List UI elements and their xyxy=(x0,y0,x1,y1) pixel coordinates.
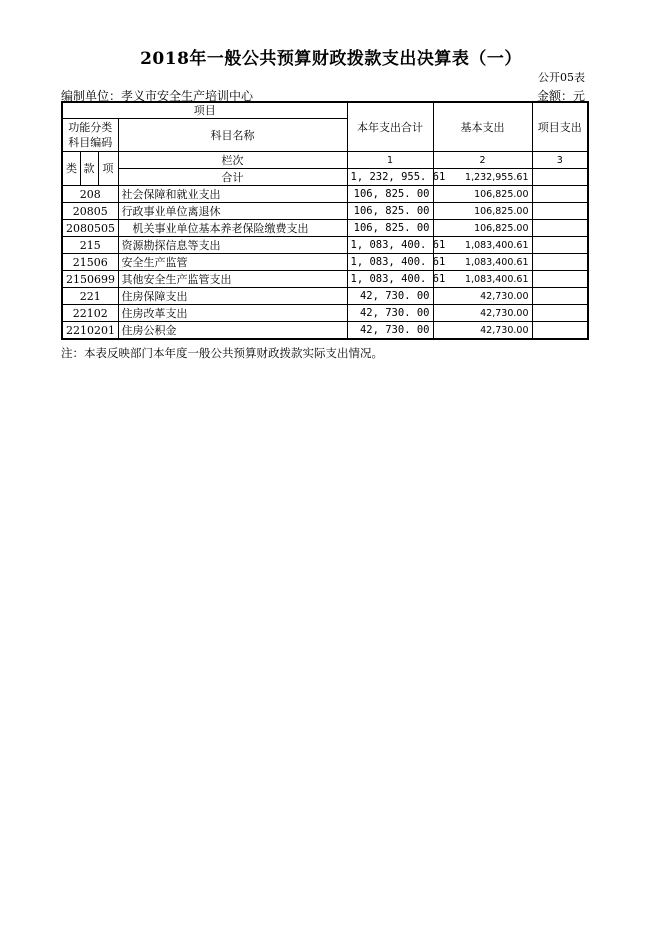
project-header: 项目 xyxy=(62,102,347,119)
column-number-label: 栏次 xyxy=(118,152,347,169)
report-title: 2018年一般公共预算财政拨款支出决算表（一） xyxy=(140,49,522,69)
row-project xyxy=(532,220,588,237)
table-row xyxy=(62,288,588,305)
total-label: 合计 xyxy=(118,169,347,186)
row-project xyxy=(532,254,588,271)
row-basic: 106,825.00 xyxy=(433,186,532,203)
row-basic: 1,083,400.61 xyxy=(433,237,532,254)
row-total: 1, 083, 400. 61 xyxy=(347,237,433,254)
row-project xyxy=(532,288,588,305)
subject-code: 208 xyxy=(62,186,118,203)
header-row-1 xyxy=(62,102,588,119)
row-total: 106, 825. 00 xyxy=(347,203,433,220)
subject-name: 机关事业单位基本养老保险缴费支出 xyxy=(118,220,347,237)
project-column-header: 项目支出 xyxy=(532,102,588,152)
subject-name: 住房保障支出 xyxy=(118,288,347,305)
subject-name-header: 科目名称 xyxy=(118,119,347,152)
row-basic: 1,083,400.61 xyxy=(433,254,532,271)
subject-name: 住房改革支出 xyxy=(118,305,347,322)
row-total: 42, 730. 00 xyxy=(347,322,433,340)
xiang-header: 项 xyxy=(98,152,118,186)
expenditure-table xyxy=(61,101,589,340)
row-project xyxy=(532,322,588,340)
subject-name: 住房公积金 xyxy=(118,322,347,340)
row-total: 106, 825. 00 xyxy=(347,220,433,237)
row-total: 42, 730. 00 xyxy=(347,288,433,305)
subject-name: 社会保障和就业支出 xyxy=(118,186,347,203)
subject-code: 2210201 xyxy=(62,322,118,340)
subject-name: 资源勘探信息等支出 xyxy=(118,237,347,254)
total-column-header: 本年支出合计 xyxy=(347,102,433,152)
row-basic: 106,825.00 xyxy=(433,203,532,220)
total-amount: 1, 232, 955. 61 xyxy=(347,169,433,186)
column-number-3: 3 xyxy=(532,152,588,169)
row-basic: 42,730.00 xyxy=(433,288,532,305)
footnote: 注：本表反映部门本年度一般公共预算财政拨款实际支出情况。 xyxy=(61,346,383,360)
lei-header: 类 xyxy=(62,152,80,186)
subject-code: 21506 xyxy=(62,254,118,271)
column-number-row xyxy=(62,152,588,169)
table-row xyxy=(62,237,588,254)
subject-name: 安全生产监管 xyxy=(118,254,347,271)
column-number-1: 1 xyxy=(347,152,433,169)
total-basic: 1,232,955.61 xyxy=(433,169,532,186)
subject-code: 2080505 xyxy=(62,220,118,237)
row-basic: 106,825.00 xyxy=(433,220,532,237)
table-row xyxy=(62,220,588,237)
basic-column-header: 基本支出 xyxy=(433,102,532,152)
compiling-unit: 编制单位：孝义市安全生产培训中心 xyxy=(61,89,254,103)
total-project xyxy=(532,169,588,186)
row-total: 106, 825. 00 xyxy=(347,186,433,203)
subject-code: 215 xyxy=(62,237,118,254)
func-class-code-header: 功能分类 科目编码 xyxy=(62,119,118,152)
row-basic: 42,730.00 xyxy=(433,322,532,340)
row-total: 1, 083, 400. 61 xyxy=(347,271,433,288)
row-basic: 1,083,400.61 xyxy=(433,271,532,288)
total-row xyxy=(62,169,588,186)
row-total: 42, 730. 00 xyxy=(347,305,433,322)
row-total: 1, 083, 400. 61 xyxy=(347,254,433,271)
subject-name: 行政事业单位离退休 xyxy=(118,203,347,220)
table-row xyxy=(62,203,588,220)
table-row xyxy=(62,305,588,322)
row-project xyxy=(532,203,588,220)
table-row xyxy=(62,322,588,340)
amount-unit: 金额：元 xyxy=(536,89,585,103)
column-number-2: 2 xyxy=(433,152,532,169)
table-row xyxy=(62,271,588,288)
subject-name: 其他安全生产监管支出 xyxy=(118,271,347,288)
form-number: 公开05表 xyxy=(538,71,585,84)
row-project xyxy=(532,237,588,254)
subject-code: 2150699 xyxy=(62,271,118,288)
subject-code: 22102 xyxy=(62,305,118,322)
subject-code: 221 xyxy=(62,288,118,305)
subject-code: 20805 xyxy=(62,203,118,220)
kuan-header: 款 xyxy=(80,152,98,186)
table-row xyxy=(62,254,588,271)
row-basic: 42,730.00 xyxy=(433,305,532,322)
row-project xyxy=(532,271,588,288)
row-project xyxy=(532,305,588,322)
table-row xyxy=(62,186,588,203)
row-project xyxy=(532,186,588,203)
